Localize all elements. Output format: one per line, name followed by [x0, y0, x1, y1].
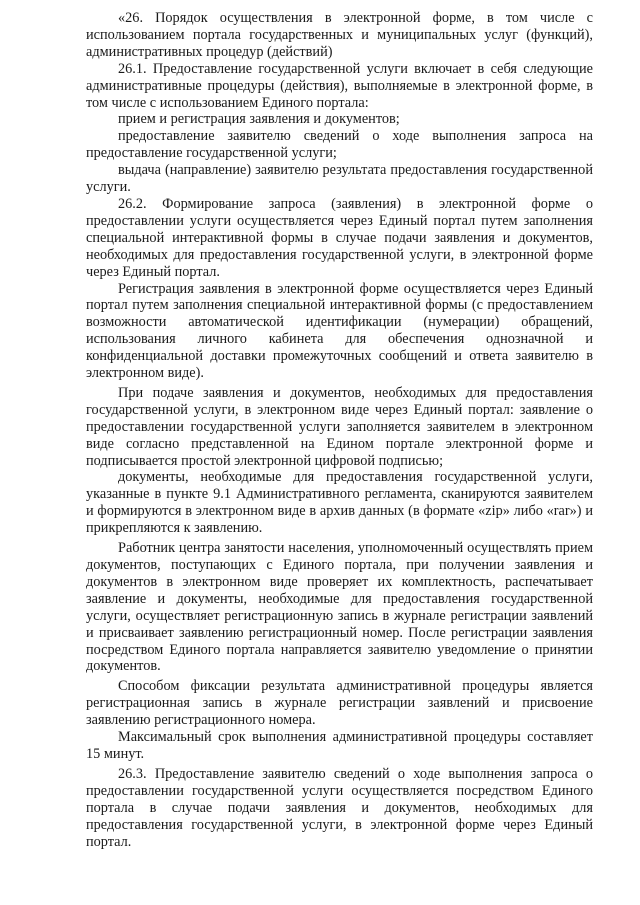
- document-page: [86, 10, 593, 850]
- paragraph-fixation: Способом фиксации результата административной процедуры является регистрационная запись в журнале регистрации заявлений и присвоение заявлению регистрационного номера.: [86, 678, 593, 729]
- paragraph-submission: При подаче заявления и документов, необходимых для предоставления государственной услуги, в электронном виде через Единый портал: заявление о предоставлении государственной услуги заполняется заявителем в электронном виде согласно представленной на Едином портале электронной форме и подписывается простой электронной цифровой подписью;: [86, 384, 593, 469]
- paragraph-26-3: 26.3. Предоставление заявителю сведений о ходе выполнения запроса о предоставлении государственной услуги осуществляется посредством Единого портала в случае подачи заявления и документов, необходимых для предоставления государственной услуги, в электронной форме через Единый портал.: [86, 765, 593, 850]
- list-item-status-info: предоставление заявителю сведений о ходе выполнения запроса на предоставление государственной услуги;: [86, 128, 593, 162]
- paragraph-employee: Работник центра занятости населения, уполномоченный осуществлять прием документов, поступающих с Единого портала, при получении заявления и документов в электронном виде проверяет их комплектность, распечатывает заявление и документы, необходимые для предоставления государственной услуги, осуществляет регистрационную запись в журнале регистрации заявлений и присваивает заявлению регистрационный номер. После регистрации заявления посредством Единого портала направляется заявителю уведомление о принятии документов.: [86, 540, 593, 675]
- paragraph-26-2: 26.2. Формирование запроса (заявления) в электронной форме о предоставлении услуги осуществляется через Единый портал путем заполнения специальной интерактивной формы в случае подачи заявления и документов, необходимых для предоставления государственной услуги, в электронной форме через Единый портал.: [86, 195, 593, 280]
- list-item-reception: прием и регистрация заявления и документов;: [118, 111, 400, 128]
- paragraph-max-time: Максимальный срок выполнения административной процедуры составляет 15 минут.: [86, 729, 593, 762]
- section-heading: «26. Порядок осуществления в электронной форме, в том числе с использованием портала государственных и муниципальных услуг (функций), административных процедур (действий): [86, 10, 593, 60]
- paragraph-documents: документы, необходимые для предоставления государственной услуги, указанные в пункте 9.1 Административного регламента, сканируются заявителем и формируются в электронном виде в архив данных (в формате «zip» либо «rar») и прикрепляются к заявлению.: [86, 469, 593, 537]
- paragraph-26-1: 26.1. Предоставление государственной услуги включает в себя следующие административные процедуры (действия), выполняемые в электронной форме, в том числе с использованием Единого портала:: [86, 60, 593, 111]
- paragraph-registration: Регистрация заявления в электронной форме осуществляется через Единый портал путем заполнения специальной интерактивной формы (с предоставлением возможности автоматической идентификации (нумерации) обращений, использования личного кабинета для обеспечения однозначной и конфиденциальной доставки промежуточных сообщений и ответа заявителю в электронном виде).: [86, 280, 593, 382]
- list-item-result-issue: выдача (направление) заявителю результата предоставления государственной услуги.: [86, 162, 593, 196]
